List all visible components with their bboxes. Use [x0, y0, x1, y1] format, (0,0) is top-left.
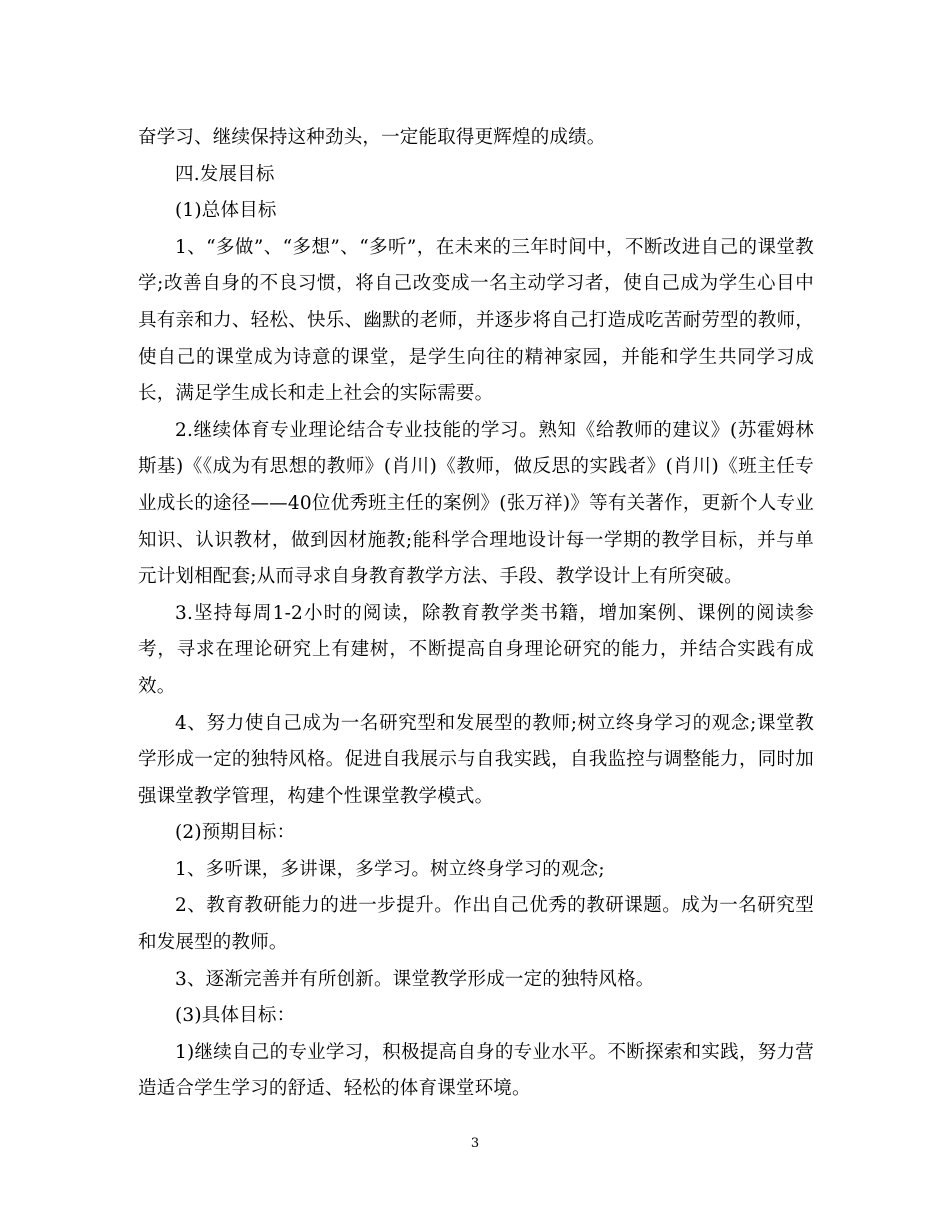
subheading-specific-goals: (3)具体目标： — [175, 1005, 296, 1027]
paragraph-expected-goal-1: 1、多听课，多讲课，多学习。树立终身学习的观念; — [175, 858, 605, 880]
paragraph-overall-goal-1: 1、“多做”、“多想”、“多听”，在未来的三年时间中，不断改进自己的课堂教学;改善自身的不良习惯，将自己改变成一名主动学习者，使自己成为学生心目中具有亲和力、轻松、快乐、幽默的老师，并逐步将自己打造成吃苦耐劳型的教师，使自己的课堂成为诗意的课堂，是学生向往的精神家园，并能和学生共同学习成长，满足学生成长和走上社会的实际需要。 — [138, 236, 814, 405]
subheading-expected-goals: (2)预期目标： — [175, 822, 296, 844]
paragraph-overall-goal-2: 2.继续体育专业理论结合专业技能的学习。熟知《给教师的建议》(苏霍姆林斯基)《《成为有思想的教师》(肖川)《教师，做反思的实践者》(肖川)《班主任专业成长的途径——40位优秀班主任的案例》(张万祥)》等有关著作，更新个人专业知识、认识教材，做到因材施教;能科学合理地设计每一学期的教学目标，并与单元计划相配套;从而寻求自身教育教学方法、手段、教学设计上有所突破。 — [138, 419, 815, 588]
paragraph-overall-goal-3: 3.坚持每周1-2小时的阅读，除教育教学类书籍，增加案例、课例的阅读参考，寻求在理论研究上有建树，不断提高自身理论研究的能力，并结合实践有成效。 — [138, 602, 814, 697]
paragraph-continuation: 奋学习、继续保持这种劲头，一定能取得更辉煌的成绩。 — [138, 127, 606, 148]
paragraph-specific-goal-1: 1)继续自己的专业学习，积极提高自身的专业水平。不断探索和实践，努力营造适合学生学习的舒适、轻松的体育课堂环境。 — [138, 1041, 814, 1100]
paragraph-expected-goal-2: 2、教育教研能力的进一步提升。作出自己优秀的教研课题。成为一名研究型和发展型的教师。 — [138, 895, 814, 954]
page-number: 3 — [470, 1136, 480, 1151]
paragraph-expected-goal-3: 3、逐渐完善并有所创新。课堂教学形成一定的独特风格。 — [175, 968, 655, 990]
section-heading-development-goals: 四.发展目标 — [175, 163, 275, 185]
paragraph-overall-goal-4: 4、努力使自己成为一名研究型和发展型的教师;树立终身学习的观念;课堂教学形成一定的独特风格。促进自我展示与自我实践，自我监控与调整能力，同时加强课堂教学管理，构建个性课堂教学模式。 — [138, 712, 814, 807]
document-body — [138, 120, 814, 1108]
subheading-overall-goals: (1)总体目标 — [175, 200, 277, 222]
